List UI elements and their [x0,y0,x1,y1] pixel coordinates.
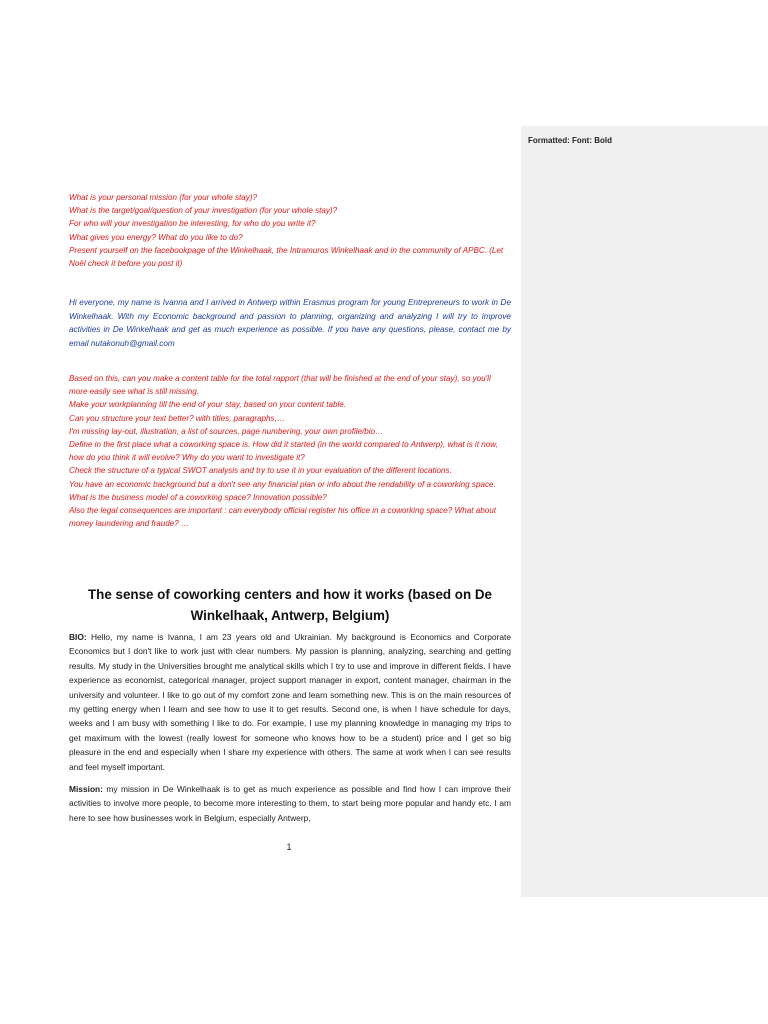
mission-label: Mission: [69,784,103,794]
feedback-line: Can you structure your text better? with titles, paragraphs,… [69,413,285,423]
comment-margin-pane [521,126,768,897]
question-line: Present yourself on the facebookpage of the Winkelhaak, the Intramuros Winkelhaak and in the community of APBC. (Let Noël check it before you post it) [69,245,504,269]
question-line: For who will your investigation be interesting, for who do you write it? [69,219,316,229]
feedback-block [69,372,511,530]
document-title: The sense of coworking centers and how it works (based on De Winkelhaak, Antwerp, Belgium) [87,587,493,623]
bio-paragraph [69,630,511,774]
feedback-line: Check the structure of a typical SWOT analysis and try to use it in your evaluation of the different locations. [69,466,452,476]
mission-text: my mission in De Winkelhaak is to get as much experience as possible and find how I can improve their activities to involve more people, to become more interesting to them, to start being more popular and handy etc. I am here to see how businesses work in Belgium, especially Antwerp, [69,784,511,823]
questions-block [69,191,511,270]
page-number: 1 [286,842,292,852]
intro-paragraph: Hi everyone, my name is Ivanna and I arrived in Antwerp within Erasmus program for young Entrepreneurs to work in De Winkelhaak. With my Economic background and passion to planning, organizing and analyzing I will try to improve activities in De Winkelhaak and get as much experience as possible. If you have any questions, please, contact me by email nutakonuh@gmail.com [69,298,511,348]
bio-label: BIO: [69,632,87,642]
feedback-line: I'm missing lay-out, illustration, a list of sources, page numbering, your own profile/bio… [69,426,384,436]
comment-label: Formatted: Font: Bold [528,136,612,145]
question-line: What gives you energy? What do you like to do? [69,232,243,242]
feedback-line: Also the legal consequences are important : can everybody official register his office in a coworking space? What about money laundering and fraude? … [69,506,496,529]
feedback-line: Define in the first place what a coworking space is. How did it started (in the world compared to Antwerp), what is it now, how do you think it will evolve? Why do you want to investigate it? [69,440,498,463]
mission-paragraph [69,782,511,825]
bio-text: Hello, my name is Ivanna, I am 23 years old and Ukrainian. My background is Economics and Corporate Economics but I don't like to work just with clear numbers. My passion is planning, analyzing, searching and getting results. My study in the Universities brought me analytical skills which I try to use and improve in different fields. I have experience as economist, categorical manager, project support manager in export, content manager, chairman in the university and volunteer. I like to go out of my comfort zone and learn something new. This is on the main resources of my getting energy when I learn and see how to use it to get results. Second one, is when I have schedule for days, weeks and I am busy with something I like to do. For example, I use my planning knowledge in managing my trips to get maximum with the lowest (really lowest for someone who knows how to be a student) price and I get so big pleasure in the end and especially when I share my experience with others. The same at work when I can see results and feel myself important. [69,632,511,772]
question-line: What is your personal mission (for your whole stay)? [69,193,258,202]
feedback-line: Make your workplanning till the end of your stay, based on your content table. [69,400,346,410]
feedback-line: You have an economic background but a don't see any financial plan or info about the rendability of a coworking space. What is the business model of a coworking space? Innovation possible? [69,479,496,502]
question-line: What is the target/goal/question of your investigation (for your whole stay)? [69,206,338,216]
feedback-line: Based on this, can you make a content table for the total rapport (that will be finished at the end of your stay), so you'll more easily see what is still missing. [69,374,491,397]
